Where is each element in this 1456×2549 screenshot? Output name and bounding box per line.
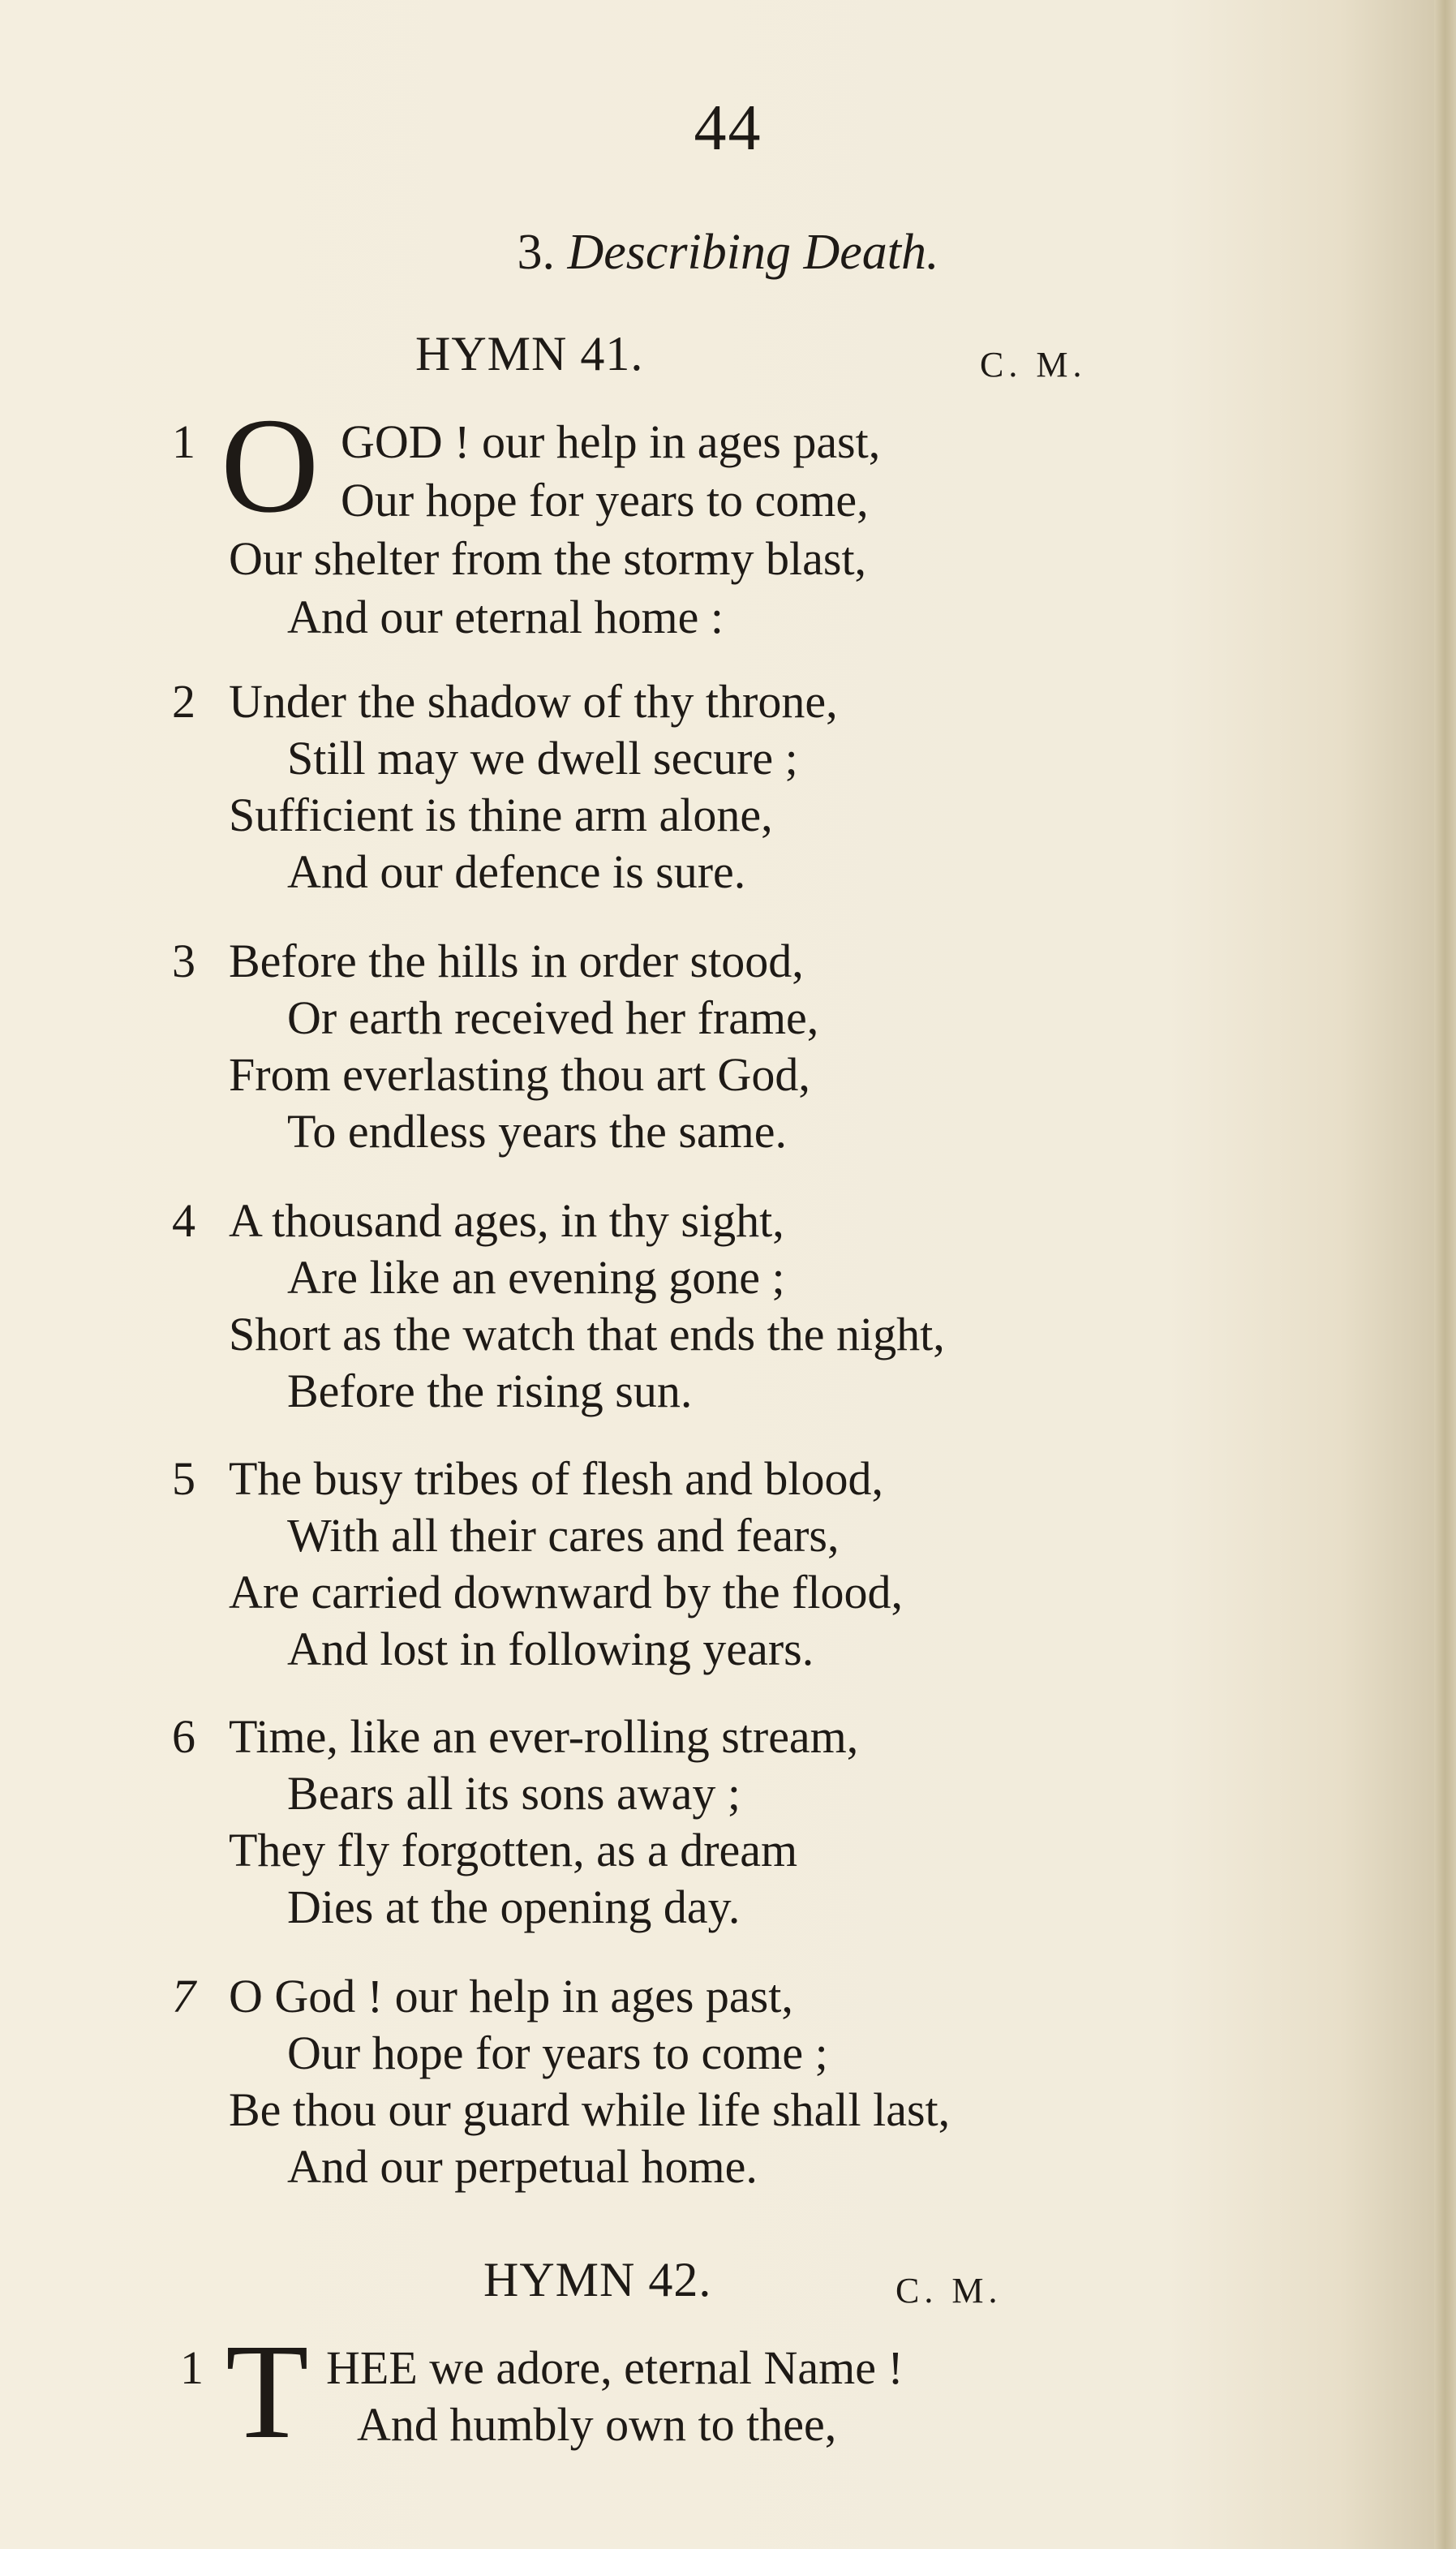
hymn-42-meter: C. M.	[896, 2271, 1003, 2310]
verse-line: Bears all its sons away ;	[287, 1767, 741, 1820]
verse-line: Short as the watch that ends the night,	[229, 1308, 945, 1360]
verse-line: And our eternal home :	[287, 591, 724, 643]
verse-number: 5	[172, 1452, 195, 1505]
verse-line: Are carried downward by the flood,	[229, 1566, 904, 1618]
verse-line: A thousand ages, in thy sight,	[229, 1194, 784, 1247]
verse-line: Dies at the opening day.	[287, 1881, 741, 1933]
hymn-41-meter: C. M.	[980, 345, 1087, 385]
verse-line: Our hope for years to come ;	[287, 2027, 828, 2079]
page-number: 44	[694, 92, 762, 164]
verse-line: Are like an evening gone ;	[287, 1251, 785, 1304]
verse-line: HEE we adore, eternal Name !	[326, 2341, 904, 2394]
page-edge	[1434, 0, 1456, 2549]
verse-number: 6	[172, 1710, 195, 1763]
verse-line: Or earth received her frame,	[287, 991, 819, 1044]
verse-number: 4	[172, 1194, 195, 1247]
verse-line: The busy tribes of flesh and blood,	[229, 1452, 884, 1505]
verse-line: They fly forgotten, as a dream	[229, 1824, 798, 1876]
verse-line: O God ! our help in ages past,	[229, 1970, 793, 2022]
verse-line: Under the shadow of thy throne,	[229, 675, 838, 728]
hymn-42-title: HYMN 42.	[483, 2253, 712, 2306]
verse-line: Be thou our guard while life shall last,	[229, 2083, 951, 2136]
section-heading: Describing Death.	[567, 225, 939, 280]
drop-cap-initial: T	[225, 2316, 309, 2467]
verse-number: 1	[172, 415, 195, 468]
section-number: 3.	[517, 225, 555, 280]
verse-line: Our hope for years to come,	[341, 474, 869, 527]
verse-line: Still may we dwell secure ;	[287, 732, 798, 784]
verse-line: Before the hills in order stood,	[229, 935, 804, 987]
verse-line: To endless years the same.	[287, 1105, 788, 1158]
verse-line: Sufficient is thine arm alone,	[229, 789, 773, 841]
section-title	[0, 225, 1456, 280]
verse-line: Time, like an ever-rolling stream,	[229, 1710, 859, 1763]
hymn-41-title: HYMN 41.	[415, 327, 644, 380]
verse-line: From everlasting thou art God,	[229, 1048, 810, 1101]
verse-number: 1	[180, 2341, 204, 2394]
verse-number: 7	[172, 1970, 195, 2022]
drop-cap-initial: O	[221, 390, 320, 541]
verse-line: With all their cares and fears,	[287, 1509, 840, 1562]
verse-line: Our shelter from the stormy blast,	[229, 532, 867, 585]
verse-number: 3	[172, 935, 195, 987]
verse-line: And our defence is sure.	[287, 845, 746, 898]
verse-line: Before the rising sun.	[287, 1365, 693, 1417]
verse-number: 2	[172, 675, 195, 728]
verse-line: And our perpetual home.	[287, 2140, 758, 2193]
verse-line: GOD ! our help in ages past,	[341, 415, 881, 468]
verse-line: And humbly own to thee,	[357, 2398, 837, 2451]
verse-line: And lost in following years.	[287, 1623, 814, 1675]
